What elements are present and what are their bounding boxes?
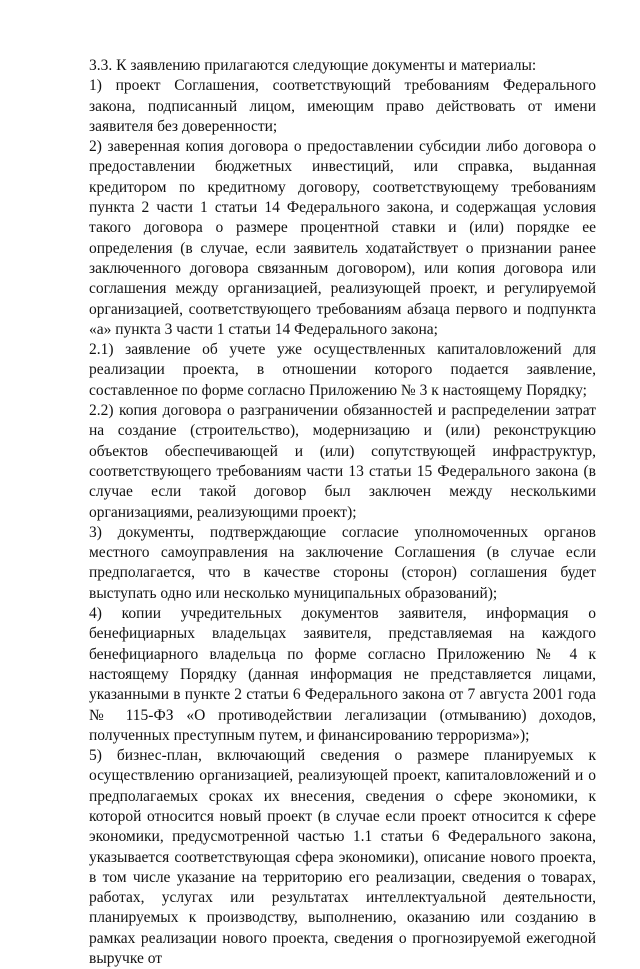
section-heading: 3.3. К заявлению прилагаются следующие документы и материалы:: [89, 57, 537, 74]
paragraph-item-4: 4) копии учредительных документов заявителя, информация о бенефициарных владельцах заявителя, представляемая на каждого бенефициарного владельца по форме согласно Приложению № 4 к настоящему Порядку (данная информация не представляется лицами, указанными в пункте 2 статьи 6 Федерального закона от 7 августа 2001 года № 115-ФЗ «О противодействии легализации (отмыванию) доходов, полученных преступным путем, и финансированию терроризма»);: [89, 605, 596, 744]
paragraph-item-2-2: 2.2) копия договора о разграничении обязанностей и распределении затрат на создание (строительство), модернизацию и (или) реконструкцию объектов обеспечивающей и (или) сопутствующей инфраструктур, соответствующего требованиям части 13 статьи 15 Федерального закона (в случае если такой договор был заключен между несколькими организациями, реализующими проект);: [89, 402, 596, 521]
document-page: [89, 56, 596, 969]
paragraph-item-1: 1) проект Соглашения, соответствующий требованиям Федерального закона, подписанный лицом, имеющим право действовать от имени заявителя без доверенности;: [89, 77, 596, 135]
paragraph-item-3: 3) документы, подтверждающие согласие уполномоченных органов местного самоуправления на заключение Соглашения (в случае если предполагается, что в качестве стороны (сторон) соглашения будет выступать одно или несколько муниципальных образований);: [89, 523, 596, 602]
paragraph-item-2-1: 2.1) заявление об учете уже осуществленных капиталовложений для реализации проекта, в отношении которого подается заявление, составленное по форме согласно Приложению № 3 к настоящему Порядку;: [89, 341, 596, 399]
paragraph-item-2: 2) заверенная копия договора о предоставлении субсидии либо договора о предоставлении бюджетных инвестиций, или справка, выданная кредитором по кредитному договору, соответствующему требованиям пункта 2 части 1 статьи 14 Федерального закона, и содержащая условия такого договора о размере процентной ставки и (или) порядке ее определения (в случае, если заявитель ходатайствует о признании ранее заключенного договора связанным договором), или копия договора или соглашения между организацией, реализующей проект, и регулируемой организацией, соответствующего требованиям абзаца первого и подпункта «а» пункта 3 части 1 статьи 14 Федерального закона;: [89, 138, 596, 338]
paragraph-item-5: 5) бизнес-план, включающий сведения о размере планируемых к осуществлению организацией, реализующей проект, капиталовложений и о предполагаемых сроках их внесения, сведения о сфере экономики, к которой относится новый проект (в случае если проект относится к сфере экономики, предусмотренной частью 1.1 статьи 6 Федерального закона, указывается соответствующая сфера экономики), описание нового проекта, в том числе указание на территорию его реализации, сведения о товарах, работах, услугах или результатах интеллектуальной деятельности, планируемых к производству, выполнению, оказанию или созданию в рамках реализации нового проекта, сведения о прогнозируемой ежегодной выручке от: [89, 747, 596, 968]
